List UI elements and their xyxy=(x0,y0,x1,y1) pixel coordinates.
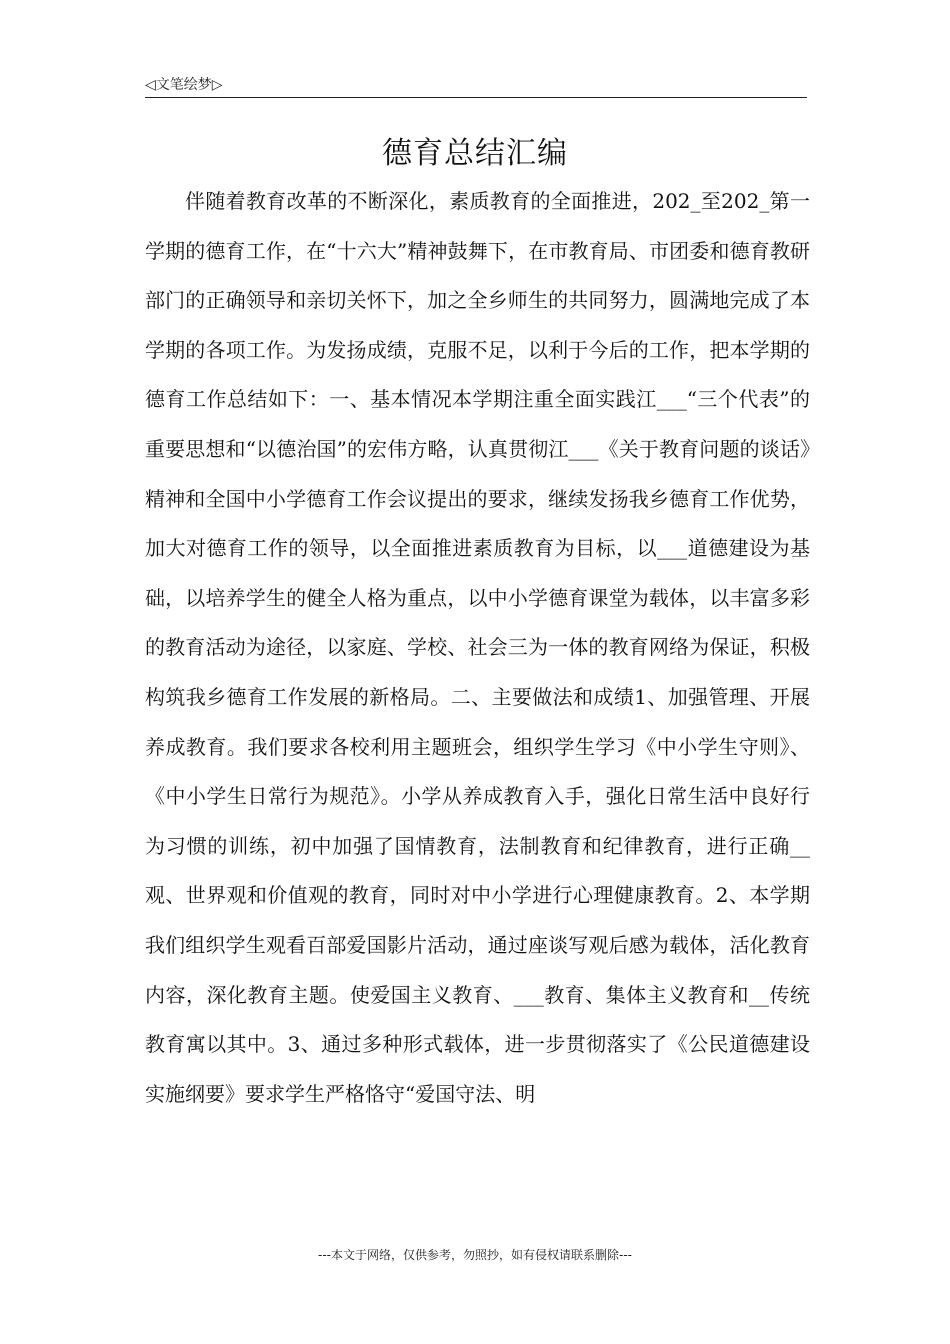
header-brand: ◁文笔绘梦▷ xyxy=(145,77,223,93)
page-header xyxy=(145,72,807,98)
document-body: 伴随着教育改革的不断深化，素质教育的全面推进，202_至202_第一学期的德育工作，在“十六大”精神鼓舞下，在市教育局、市团委和德育教研部门的正确领导和亲切关怀下，加之全乡师生的共同努力，圆满地完成了本学期的各项工作。为发扬成绩，克服不足，以利于今后的工作，把本学期的德育工作总结如下：一、基本情况本学期注重全面实践江___“三个代表”的重要思想和“以德治国”的宏伟方略，认真贯彻江___《关于教育问题的谈话》精神和全国中小学德育工作会议提出的要求，继续发扬我乡德育工作优势，加大对德育工作的领导，以全面推进素质教育为目标，以___道德建设为基础，以培养学生的健全人格为重点，以中小学德育课堂为载体，以丰富多彩的教育活动为途径，以家庭、学校、社会三为一体的教育网络为保证，积极构筑我乡德育工作发展的新格局。二、主要做法和成绩1、加强管理、开展养成教育。我们要求各校利用主题班会，组织学生学习《中小学生守则》、《中小学生日常行为规范》。小学从养成教育入手，强化日常生活中良好行为习惯的训练，初中加强了国情教育，法制教育和纪律教育，进行正确__观、世界观和价值观的教育，同时对中小学进行心理健康教育。2、本学期我们组织学生观看百部爱国影片活动，通过座谈写观后感为载体，活化教育内容，深化教育主题。使爱国主义教育、___教育、集体主义教育和__传统教育寓以其中。3、通过多种形式载体，进一步贯彻落实了《公民道德建设实施纲要》要求学生严格恪守“爱国守法、明 xyxy=(145,189,810,1106)
document-title: 德育总结汇编 xyxy=(382,136,568,171)
footer-disclaimer: ---本文于网络，仅供参考，勿照抄，如有侵权请联系删除--- xyxy=(318,1248,632,1262)
